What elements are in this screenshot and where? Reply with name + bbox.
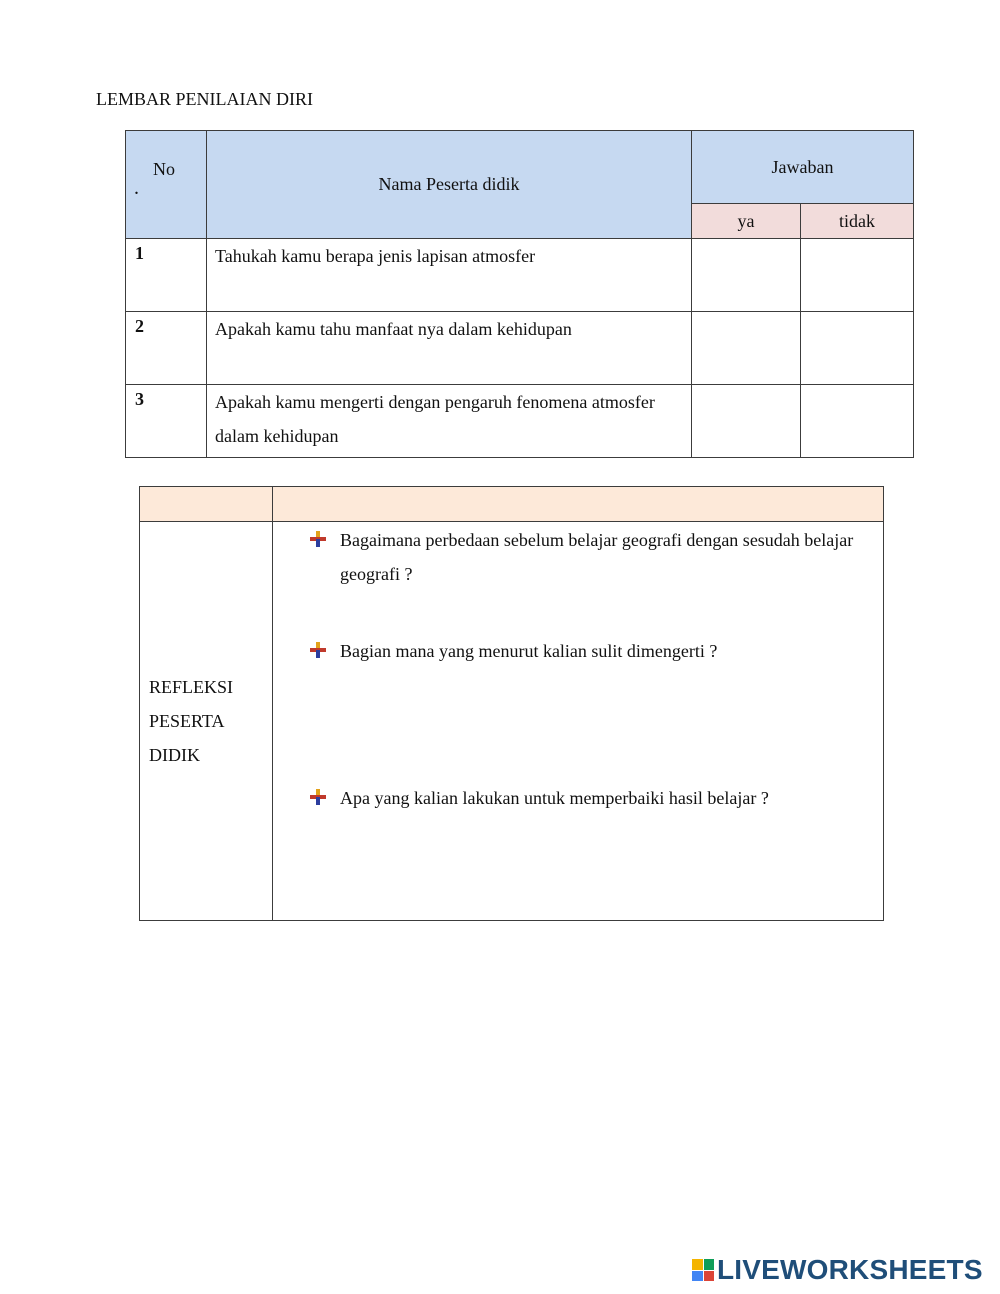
row-number: 3: [126, 385, 207, 458]
reflection-question: Bagian mana yang menurut kalian sulit dimengerti ?: [309, 634, 860, 668]
table-row: [126, 385, 914, 458]
answer-no-cell[interactable]: [801, 312, 914, 385]
bullet-icon: [309, 788, 327, 806]
answer-no-cell[interactable]: [801, 239, 914, 312]
logo-mark-icon: [692, 1259, 714, 1281]
header-yes: ya: [692, 204, 801, 239]
reflection-question: Bagaimana perbedaan sebelum belajar geografi dengan sesudah belajar geografi ?: [309, 523, 860, 591]
header-no-dot: .: [134, 177, 139, 199]
header-no: [126, 131, 207, 239]
header-answer: Jawaban: [692, 131, 914, 204]
reflection-table: [139, 486, 884, 921]
reflection-question: Apa yang kalian lakukan untuk memperbaiki hasil belajar ?: [309, 781, 860, 815]
answer-yes-cell[interactable]: [692, 312, 801, 385]
table-row: [126, 239, 914, 312]
row-question: Apakah kamu tahu manfaat nya dalam kehidupan: [207, 312, 692, 385]
row-question: Tahukah kamu berapa jenis lapisan atmosfer: [207, 239, 692, 312]
row-number: 1: [126, 239, 207, 312]
header-name: Nama Peserta didik: [207, 131, 692, 239]
reflection-header-right: [273, 487, 884, 522]
reflection-label-text: REFLEKSI PESERTA DIDIK: [149, 677, 234, 765]
header-no-answer: tidak: [801, 204, 914, 239]
liveworksheets-logo: [692, 1254, 983, 1286]
bullet-icon: [309, 530, 327, 548]
self-assessment-table: [125, 130, 914, 458]
row-number: 2: [126, 312, 207, 385]
header-no-label: No: [153, 159, 175, 179]
answer-yes-cell[interactable]: [692, 239, 801, 312]
row-question: Apakah kamu mengerti dengan pengaruh fenomena atmosfer dalam kehidupan: [207, 385, 692, 458]
reflection-header-left: [140, 487, 273, 522]
reflection-label: [140, 522, 273, 921]
logo-text: LIVEWORKSHEETS: [717, 1254, 983, 1285]
answer-yes-cell[interactable]: [692, 385, 801, 458]
reflection-questions: [273, 522, 884, 921]
table-row: [126, 312, 914, 385]
bullet-icon: [309, 641, 327, 659]
answer-no-cell[interactable]: [801, 385, 914, 458]
page-title: LEMBAR PENILAIAN DIRI: [96, 89, 313, 109]
